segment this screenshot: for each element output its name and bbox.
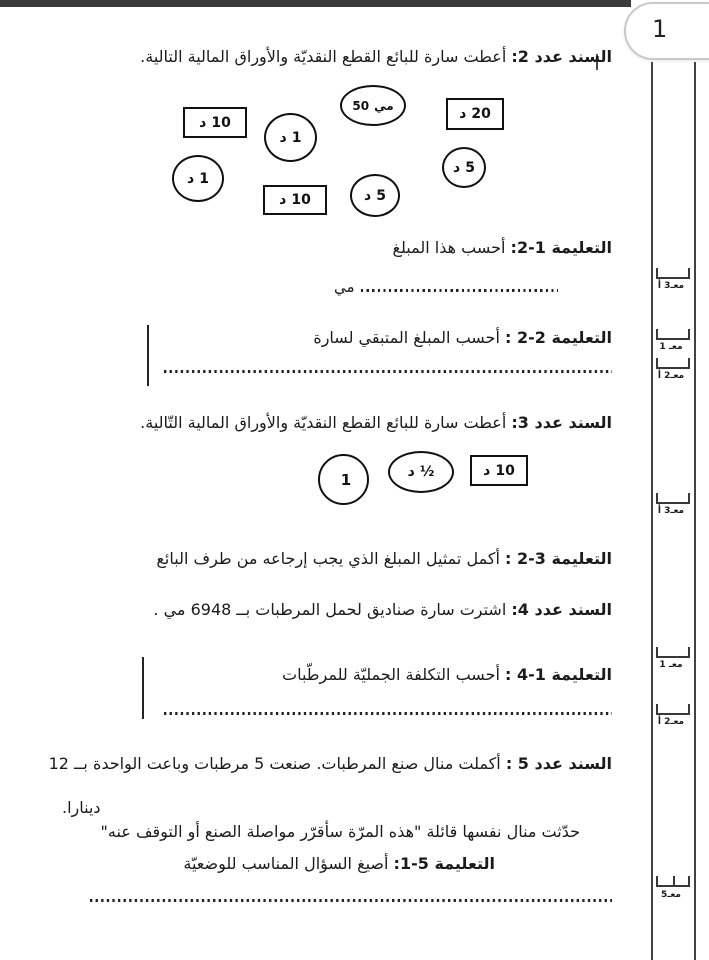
- coin-50-millimes: [340, 85, 406, 126]
- instruction-5-1: [183, 853, 495, 875]
- score-bracket-split: [656, 876, 690, 887]
- answer-line-amount: [334, 279, 558, 295]
- instruction-2-2: [313, 327, 612, 349]
- currency-unit: د: [199, 114, 207, 131]
- currency-unit: د: [453, 159, 461, 176]
- currency-value: 10: [495, 462, 515, 479]
- stray-pen-mark: [142, 657, 144, 719]
- currency-unit: د: [459, 106, 467, 122]
- instruction-1-2: [392, 237, 612, 259]
- currency-value: 10: [211, 114, 231, 131]
- sanad5-quote-text: حدّثت منال نفسها قائلة "هذه المرّة سأقرّر مواصلة الصنع أو التوقف عنه": [100, 822, 580, 841]
- sanad5-line: [49, 753, 612, 775]
- sanad5-label: السند عدد 5 :: [505, 754, 612, 773]
- instruction-text: أصيغ السؤال المناسب للوضعيّة: [183, 854, 394, 873]
- score-bracket: [656, 704, 690, 715]
- score-label: معـ3 أ: [657, 281, 685, 291]
- score-label: معـ2 أ: [657, 371, 685, 381]
- currency-value: 20: [471, 106, 491, 122]
- sanad5-quote-line: [101, 821, 580, 843]
- score-label: معـ2 أ: [657, 717, 685, 727]
- millimes-unit-label: مي: [334, 278, 355, 296]
- currency-unit: مي: [374, 98, 394, 113]
- answer-dots: [361, 289, 558, 292]
- coin-1-dinar: [264, 113, 317, 162]
- instruction-label: التعليمة 1-2:: [510, 238, 612, 257]
- currency-unit: د: [364, 187, 372, 204]
- currency-value: ½: [419, 464, 435, 480]
- instruction-label: التعليمة 2-2 :: [504, 328, 612, 347]
- instruction-label: التعليمة 5-1:: [393, 854, 495, 873]
- sanad2-text: أعطت سارة للبائع القطع النقديّة والأوراق المالية التالية.: [140, 47, 512, 66]
- sanad5-cont-text: دينارا.: [62, 798, 101, 817]
- instruction-1-4: [282, 664, 612, 686]
- currency-value: 1: [291, 129, 302, 146]
- score-bracket: [656, 358, 690, 369]
- answer-dots: [164, 370, 612, 373]
- coin-5-dinar: [350, 174, 400, 217]
- score-label: معـ3 أ: [657, 506, 685, 516]
- margin-rule-outer: [694, 62, 696, 960]
- sanad3-label: السند عدد 3:: [511, 413, 612, 432]
- currency-unit: د: [187, 170, 195, 187]
- currency-value: 5: [465, 159, 475, 176]
- sanad2-line: [140, 46, 612, 68]
- currency-unit: د: [279, 129, 287, 146]
- currency-value: 1: [340, 470, 352, 489]
- instruction-3-2: [156, 548, 612, 570]
- sanad3-line: [140, 412, 612, 434]
- page-number-tab[interactable]: [624, 2, 709, 60]
- instruction-text: أحسب هذا المبلغ: [392, 238, 511, 257]
- instruction-text: أكمل تمثيل المبلغ الذي يجب إرجاعه من طرف البائع: [156, 549, 505, 568]
- sanad3-text: أعطت سارة للبائع القطع النقديّة والأوراق المالية التّالية.: [140, 413, 512, 432]
- instruction-text: أحسب التكلفة الجمليّة للمرطّبات: [282, 665, 505, 684]
- score-bracket: [656, 647, 690, 658]
- currency-value: 10: [291, 192, 311, 208]
- bill-10-dinar: [470, 455, 528, 486]
- stray-pen-mark: [147, 325, 149, 386]
- sanad4-line: [153, 599, 612, 621]
- sanad5-text: أكملت منال صنع المرطبات. صنعت 5 مرطبات وباعت الواحدة بــ 12: [48, 754, 506, 773]
- coin-1: [318, 454, 369, 505]
- score-label: معـ 1: [659, 342, 683, 352]
- instruction-text: أحسب المبلغ المتبقي لسارة: [313, 328, 505, 347]
- currency-value: 1: [199, 170, 209, 187]
- answer-dots: [90, 899, 612, 902]
- currency-unit: د: [279, 192, 287, 208]
- coin-5-dinar: [442, 147, 486, 188]
- score-label: معـ 1: [659, 660, 683, 670]
- sanad2-label: السند عدد 2:: [511, 47, 612, 66]
- coin-1-dinar: [172, 155, 224, 202]
- instruction-label: التعليمة 3-2 :: [504, 549, 612, 568]
- sanad5-continuation: [62, 797, 101, 819]
- score-label: معـ5: [661, 890, 681, 900]
- bill-20-dinar: [446, 98, 504, 130]
- bill-10-dinar: [183, 107, 247, 138]
- score-bracket: [656, 329, 690, 340]
- answer-dots: [164, 712, 612, 715]
- instruction-label: التعليمة 1-4 :: [504, 665, 612, 684]
- score-bracket: [656, 268, 690, 279]
- coin-half-dinar: [388, 451, 454, 493]
- sanad4-text: اشترت سارة صناديق لحمل المرطبات بــ 6948 مي .: [153, 600, 512, 619]
- page-number: 1: [652, 15, 668, 43]
- currency-value: 5: [376, 187, 386, 204]
- bill-10-dinar: [263, 185, 327, 215]
- currency-value: 50: [352, 98, 370, 113]
- currency-unit: د: [407, 464, 415, 480]
- scan-top-edge: [0, 0, 631, 7]
- currency-unit: د: [483, 462, 491, 479]
- score-bracket: [656, 493, 690, 504]
- sanad4-label: السند عدد 4:: [511, 600, 612, 619]
